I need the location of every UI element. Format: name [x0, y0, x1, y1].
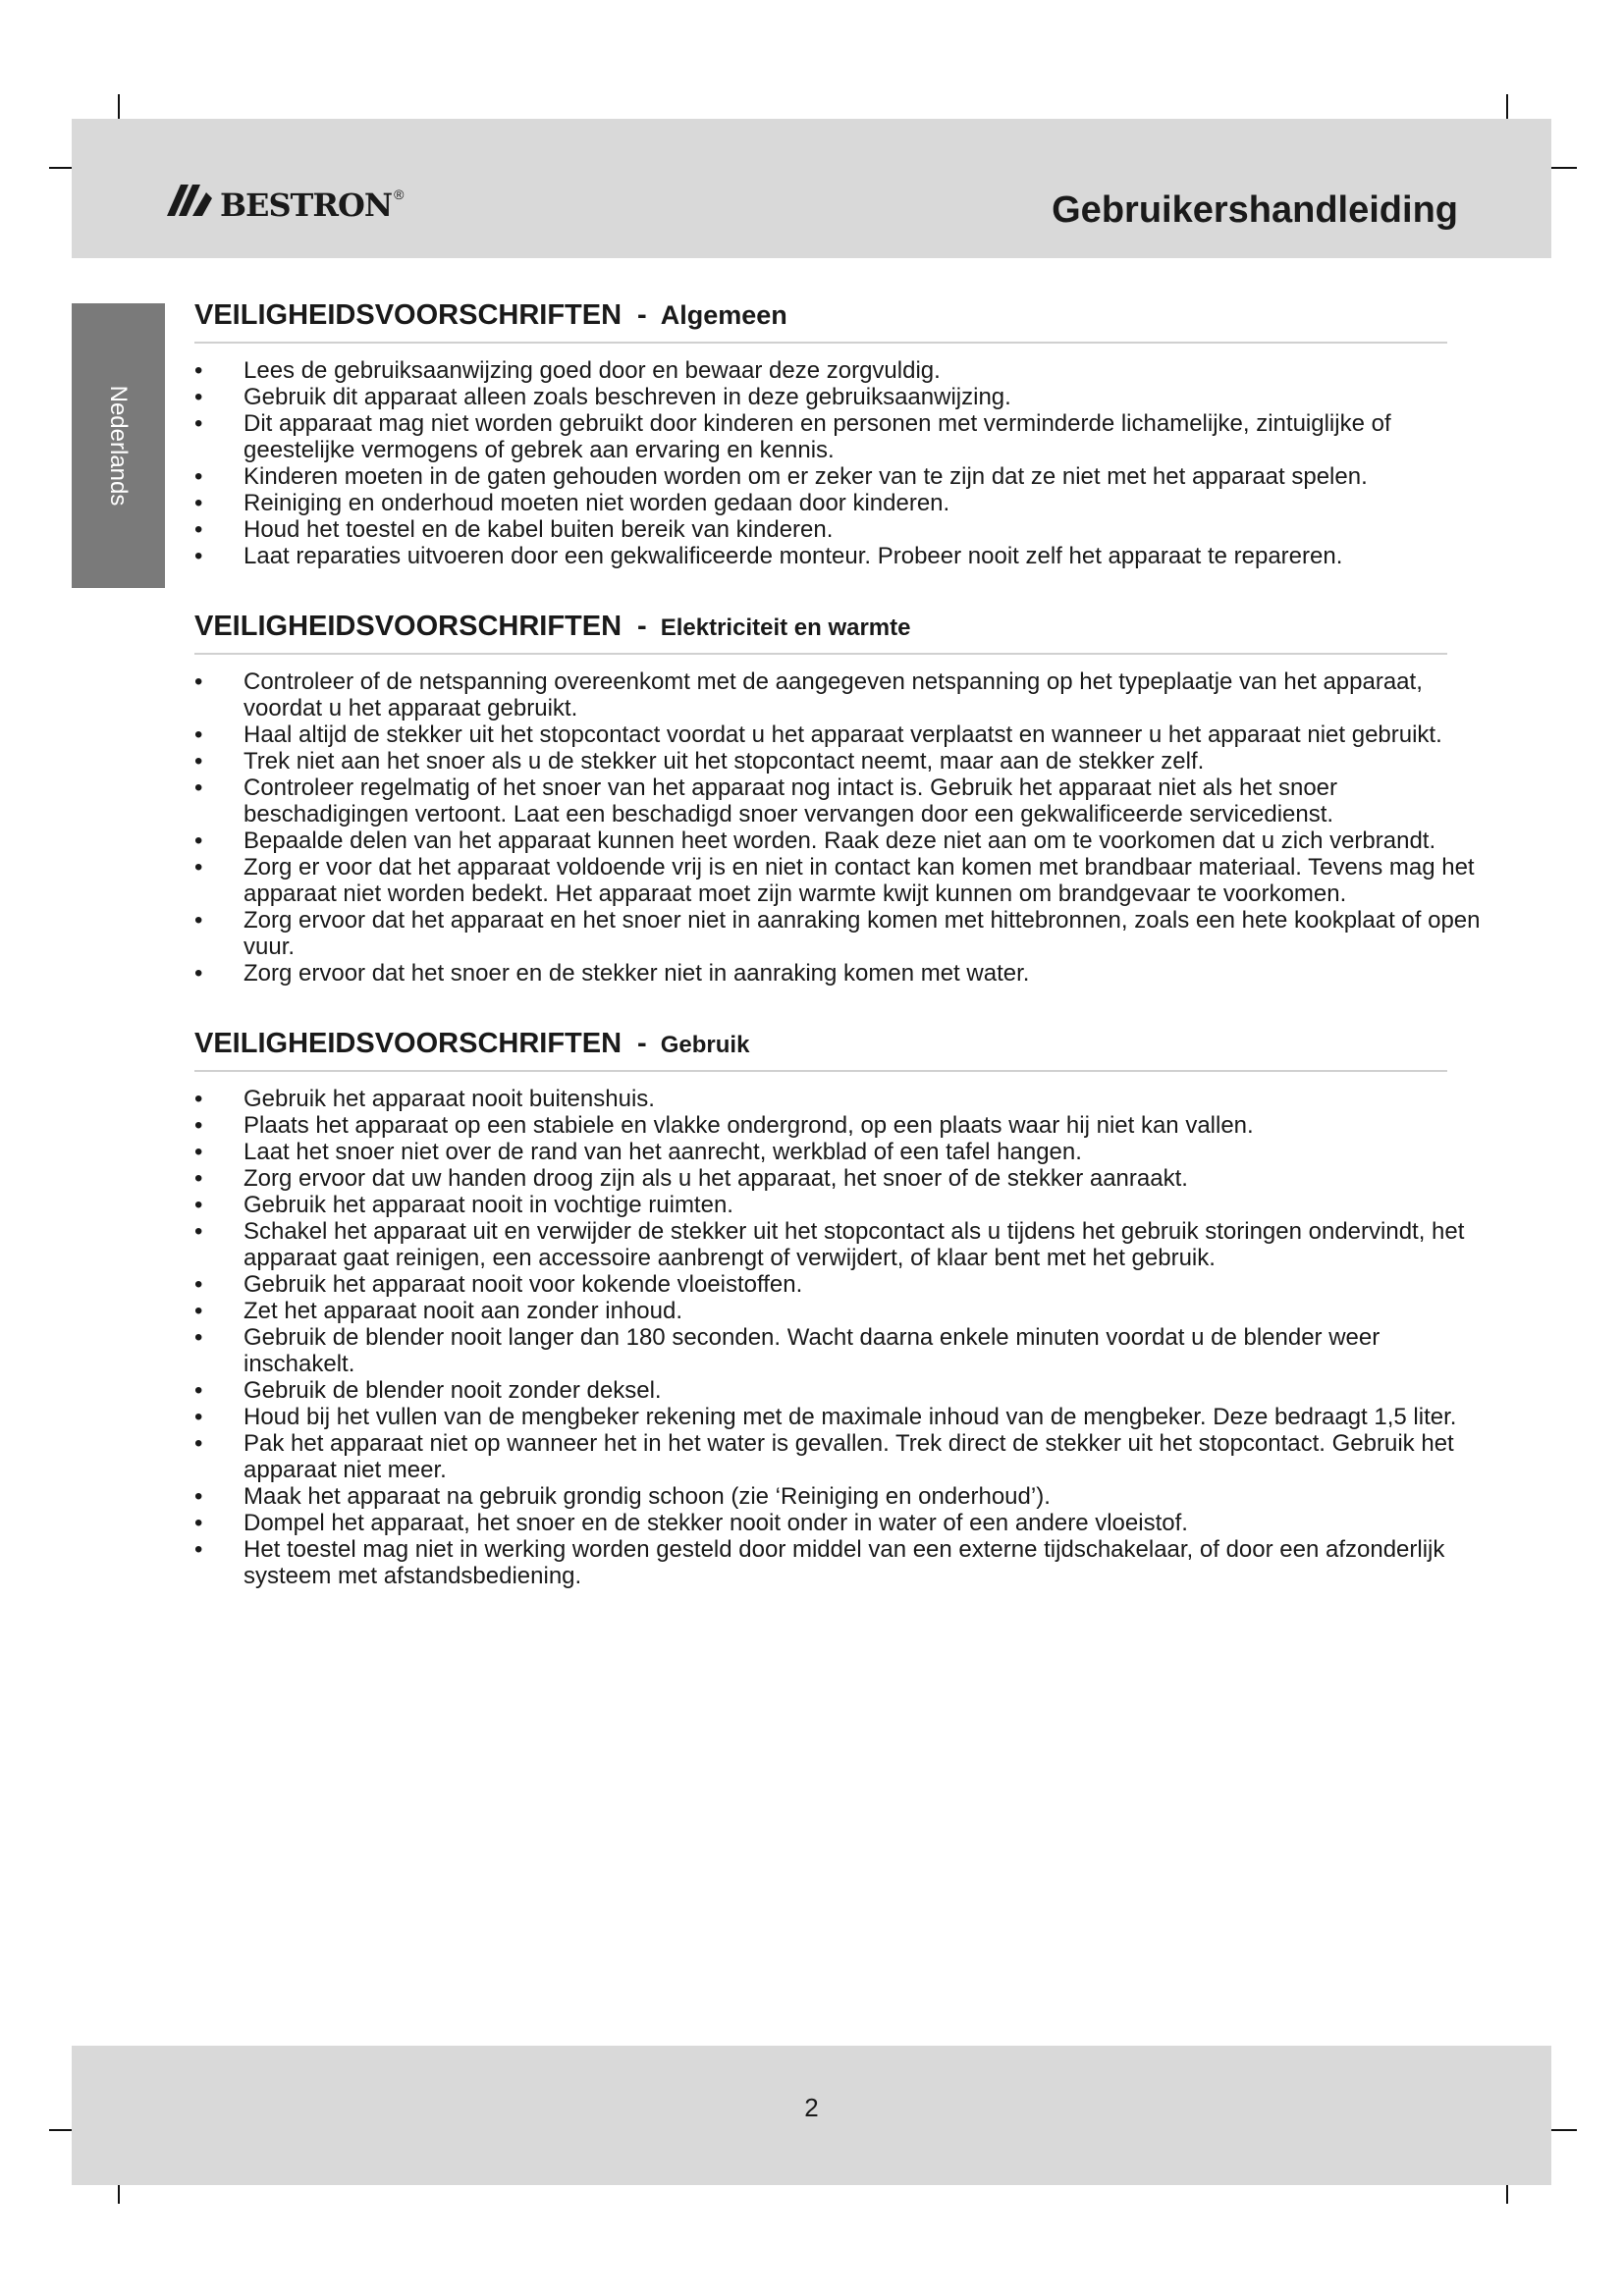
list-item: • Bepaalde delen van het apparaat kunnen heet worden. Raak deze niet aan om te voorkomen dat u zich verbrandt.: [194, 828, 1490, 854]
list-item: • Lees de gebruiksaanwijzing goed door en bewaar deze zorgvuldig.: [194, 357, 1490, 384]
bullet-list: [194, 668, 1490, 987]
list-item: • Gebruik de blender nooit langer dan 180 seconden. Wacht daarna enkele minuten voordat u de blender weer inschakelt.: [194, 1324, 1490, 1377]
section-heading: [194, 299, 1551, 332]
list-item: • Dit apparaat mag niet worden gebruikt door kinderen en personen met verminderde lichamelijke, zintuiglijke of geestelijke vermogens of gebrek aan ervaring en kennis.: [194, 410, 1490, 463]
section-heading: [194, 611, 1551, 643]
main-content: [194, 299, 1551, 1630]
list-item: • Zorg ervoor dat uw handen droog zijn als u het apparaat, het snoer of de stekker aanraakt.: [194, 1165, 1490, 1192]
list-item: • Het toestel mag niet in werking worden gesteld door middel van een externe tijdschakelaar, of door een afzonderlijk systeem met afstandsbediening.: [194, 1536, 1490, 1589]
bullet-list: [194, 357, 1490, 569]
list-item: • Plaats het apparaat op een stabiele en vlakke ondergrond, op een plaats waar hij niet kan vallen.: [194, 1112, 1490, 1139]
list-item: • Gebruik het apparaat nooit buitenshuis.: [194, 1086, 1490, 1112]
list-item: • Zorg ervoor dat het apparaat en het snoer niet in aanraking komen met hittebronnen, zoals een hete kookplaat of open vuur.: [194, 907, 1490, 960]
section-title: VEILIGHEIDSVOORSCHRIFTEN: [194, 1028, 623, 1059]
logo-text: bestron: [220, 174, 393, 227]
list-item: • Houd bij het vullen van de mengbeker rekening met de maximale inhoud van de mengbeker. Deze bedraagt 1,5 liter.: [194, 1404, 1490, 1430]
section-algemeen: [194, 299, 1551, 569]
list-item: • Gebruik dit apparaat alleen zoals beschreven in deze gebruiksaanwijzing.: [194, 384, 1490, 410]
section-title: VEILIGHEIDSVOORSCHRIFTEN: [194, 611, 623, 642]
registered-mark: ®: [394, 187, 405, 202]
list-item: • Gebruik het apparaat nooit voor kokende vloeistoffen.: [194, 1271, 1490, 1298]
chevron-logo-icon: [163, 181, 214, 220]
bullet-list: [194, 1086, 1490, 1589]
list-item: • Gebruik het apparaat nooit in vochtige ruimten.: [194, 1192, 1490, 1218]
list-item: • Laat het snoer niet over de rand van het aanrecht, werkblad of een tafel hangen.: [194, 1139, 1490, 1165]
page-number: 2: [804, 2093, 819, 2122]
section-subtitle: Gebruik: [660, 1032, 750, 1058]
page-title: Gebruikershandleiding: [1052, 189, 1458, 231]
section-dash: -: [637, 299, 647, 331]
brand-logo: [163, 174, 404, 227]
section-divider: [194, 1070, 1447, 1072]
section-divider: [194, 342, 1447, 344]
list-item: • Controleer regelmatig of het snoer van het apparaat nog intact is. Gebruik het apparaat niet als het snoer beschadigingen vertoont. Laat een beschadigd snoer vervangen door een gekwalificeerde servicedienst.: [194, 774, 1490, 828]
section-gebruik: [194, 1028, 1551, 1589]
language-tab: [72, 303, 165, 588]
list-item: • Reiniging en onderhoud moeten niet worden gedaan door kinderen.: [194, 490, 1490, 516]
section-title: VEILIGHEIDSVOORSCHRIFTEN: [194, 299, 623, 331]
list-item: • Trek niet aan het snoer als u de stekker uit het stopcontact neemt, maar aan de stekker zelf.: [194, 748, 1490, 774]
list-item: • Controleer of de netspanning overeenkomt met de aangegeven netspanning op het typeplaatje van het apparaat, voordat u het apparaat gebruikt.: [194, 668, 1490, 721]
list-item: • Zet het apparaat nooit aan zonder inhoud.: [194, 1298, 1490, 1324]
list-item: • Dompel het apparaat, het snoer en de stekker nooit onder in water of een andere vloeistof.: [194, 1510, 1490, 1536]
section-dash: -: [637, 1028, 647, 1059]
section-heading: [194, 1028, 1551, 1060]
section-elektriciteit-warmte: [194, 611, 1551, 987]
list-item: • Houd het toestel en de kabel buiten bereik van kinderen.: [194, 516, 1490, 543]
list-item: • Laat reparaties uitvoeren door een gekwalificeerde monteur. Probeer nooit zelf het apparaat te repareren.: [194, 543, 1490, 569]
page-footer: [72, 2046, 1551, 2185]
list-item: • Zorg ervoor dat het snoer en de stekker niet in aanraking komen met water.: [194, 960, 1490, 987]
language-label: Nederlands: [105, 385, 132, 507]
list-item: • Gebruik de blender nooit zonder deksel.: [194, 1377, 1490, 1404]
list-item: • Haal altijd de stekker uit het stopcontact voordat u het apparaat verplaatst en wanneer u het apparaat niet gebruikt.: [194, 721, 1490, 748]
list-item: • Pak het apparaat niet op wanneer het in het water is gevallen. Trek direct de stekker uit het stopcontact. Gebruik het apparaat niet meer.: [194, 1430, 1490, 1483]
page-header: [72, 119, 1551, 258]
list-item: • Schakel het apparaat uit en verwijder de stekker uit het stopcontact als u tijdens het gebruik storingen ondervindt, het apparaat gaat reinigen, een accessoire aanbrengt of verwijdert, of klaar bent met het gebruik.: [194, 1218, 1490, 1271]
list-item: • Maak het apparaat na gebruik grondig schoon (zie ‘Reiniging en onderhoud’).: [194, 1483, 1490, 1510]
list-item: • Kinderen moeten in de gaten gehouden worden om er zeker van te zijn dat ze niet met het apparaat spelen.: [194, 463, 1490, 490]
section-divider: [194, 653, 1447, 655]
list-item: • Zorg er voor dat het apparaat voldoende vrij is en niet in contact kan komen met brandbaar materiaal. Tevens mag het apparaat niet worden bedekt. Het apparaat moet zijn warmte kwijt kunnen om brandgevaar te voorkomen.: [194, 854, 1490, 907]
section-dash: -: [637, 611, 647, 642]
section-subtitle: Elektriciteit en warmte: [660, 614, 911, 641]
section-subtitle: Algemeen: [660, 300, 787, 330]
